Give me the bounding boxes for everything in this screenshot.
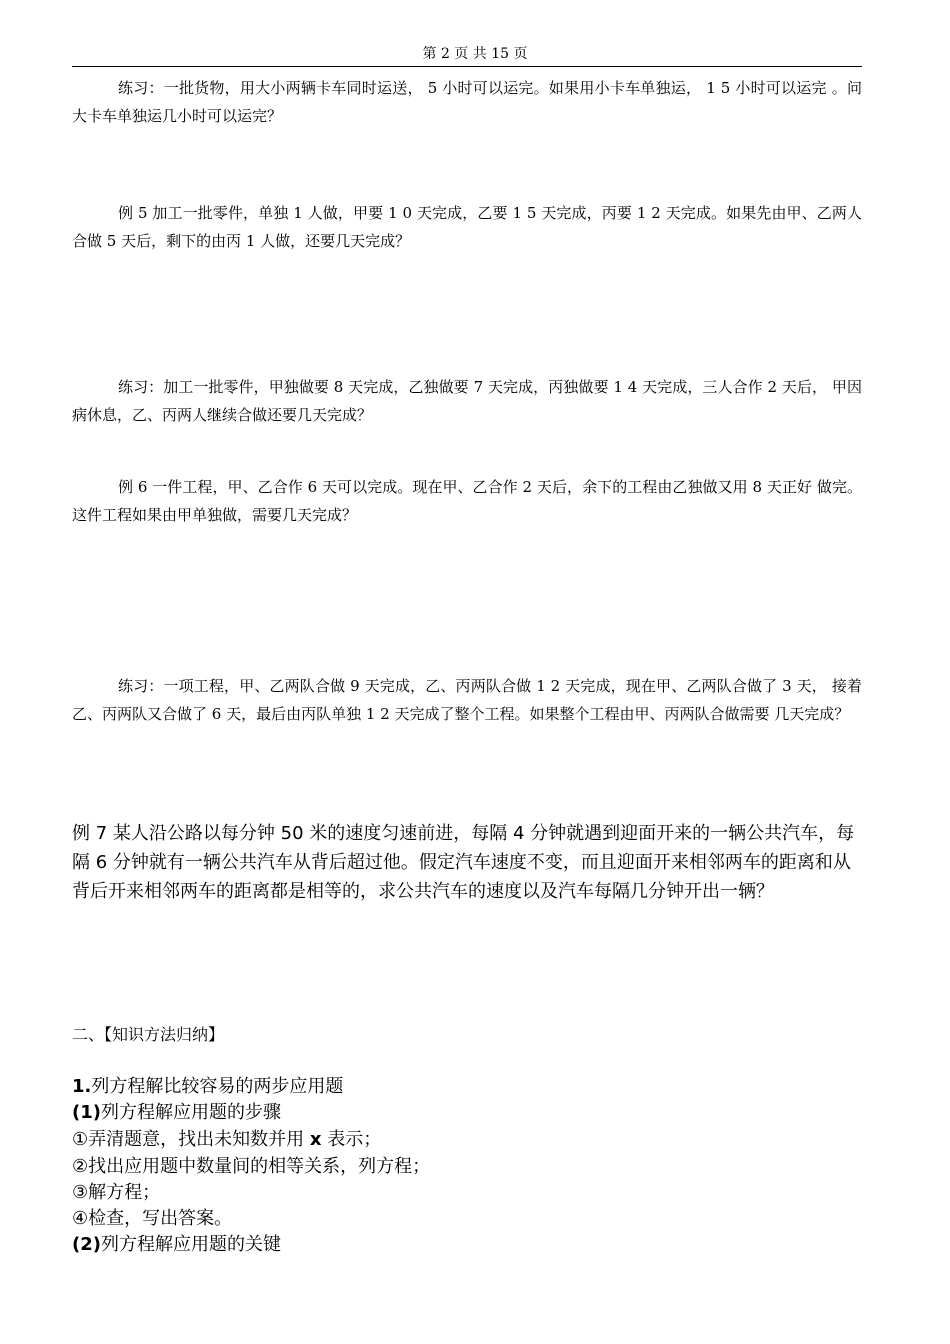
step-2: ②找出应用题中数量间的相等关系，列方程； xyxy=(72,1156,431,1177)
section-title: 二、【知识方法归纳】 xyxy=(72,1025,225,1044)
step-1-text-b: 表示； xyxy=(321,1129,382,1150)
sub-1-number: (1) xyxy=(72,1102,101,1123)
step-1-text-a: ①弄清题意，找出未知数并用 xyxy=(72,1129,310,1150)
step-1 xyxy=(72,1127,381,1153)
example-7-text: 例 7 某人沿公路以每分钟 50 米的速度匀速前进，每隔 4 分钟就遇到迎面开来的一辆公共汽车，每隔 6 分钟就有一辆公共汽车从背后超过他。假定汽车速度不变，而且迎面开来相邻两车的距离和从背后开来相邻两车的距离都是相等的，求公共汽车的速度以及汽车每隔几分钟开出一辆？ xyxy=(72,823,855,902)
page-header: 第 2 页 共 15 页 xyxy=(422,46,528,62)
sub-2-text: 列方程解应用题的关键 xyxy=(100,1234,281,1255)
item-1-text: 列方程解比较容易的两步应用题 xyxy=(91,1076,344,1097)
practice-5-text: 练习：加工一批零件，甲独做要 8 天完成，乙独做要 7 天完成，丙独做要 1 4 天完成，三人合作 2 天后， 甲因病休息，乙、丙两人继续合做还要几天完成？ xyxy=(72,378,862,424)
summary-item-1 xyxy=(72,1074,343,1100)
example-5-text: 例 5 加工一批零件，单独 1 人做，甲要 1 0 天完成，乙要 1 5 天完成，丙要 1 2 天完成。如果先由甲、乙两人合做 5 天后，剩下的由丙 1 人做，还要几天完成？ xyxy=(72,204,862,250)
header-divider xyxy=(72,66,862,67)
item-1-number: 1. xyxy=(72,1076,92,1097)
sub-2-number: (2) xyxy=(72,1234,101,1255)
step-1-variable: x xyxy=(309,1129,322,1150)
summary-sub-2 xyxy=(72,1232,281,1258)
sub-1-text: 列方程解应用题的步骤 xyxy=(100,1102,281,1123)
practice-4-text: 练习：一批货物，用大小两辆卡车同时运送， 5 小时可以运完。如果用小卡车单独运， 1 5 小时可以运完 。问大卡车单独运几小时可以运完？ xyxy=(72,79,862,125)
step-3: ③解方程； xyxy=(72,1182,161,1203)
summary-sub-1 xyxy=(72,1100,281,1126)
example-6-text: 例 6 一件工程，甲、乙合作 6 天可以完成。现在甲、乙合作 2 天后，余下的工程由乙独做又用 8 天正好 做完。这件工程如果由甲单独做，需要几天完成？ xyxy=(72,478,862,524)
practice-6-text: 练习：一项工程，甲、乙两队合做 9 天完成，乙、丙两队合做 1 2 天完成，现在甲、乙两队合做了 3 天， 接着乙、丙两队又合做了 6 天，最后由丙队单独 1 2 天完成了整个工程。如果整个工程由甲、丙两队合做需要 几天完成？ xyxy=(72,677,862,723)
step-4: ④检查，写出答案。 xyxy=(72,1208,233,1229)
